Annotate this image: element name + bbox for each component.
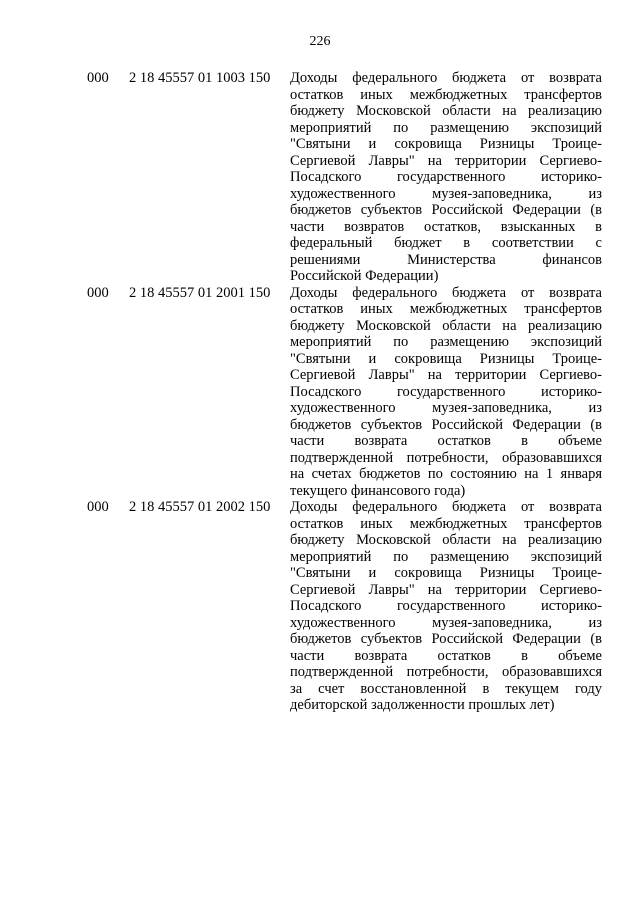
description-line: за счет восстановленной в текущем году	[290, 680, 602, 697]
description-line: бюджетов субъектов Российской Федерации (в	[290, 416, 602, 433]
description-line: текущего финансового года)	[290, 482, 466, 499]
description-line: Доходы федерального бюджета от возврата	[290, 284, 602, 301]
entry-description	[290, 499, 602, 714]
description-line: Посадского государственного историко-	[290, 598, 602, 614]
description-line: "Святыни и сокровища Ризницы Троице-	[290, 136, 602, 152]
description-line: Доходы федерального бюджета от возврата	[290, 499, 602, 515]
kbk-code: 2 18 45557 01 2002 150	[129, 499, 271, 515]
description-line: решениями Министерства финансов	[290, 251, 602, 268]
kbk-entry	[87, 70, 607, 285]
kbk-entries-list	[87, 70, 607, 714]
entry-description	[290, 285, 602, 500]
description-line: остатков иных межбюджетных трансфертов	[290, 301, 602, 317]
description-line: подтвержденной потребности, образовавшихся	[290, 664, 602, 680]
description-line: мероприятий по размещению экспозиций	[290, 548, 602, 565]
description-line: части возврата остатков в объеме	[290, 433, 602, 449]
description-line: Посадского государственного историко-	[290, 383, 602, 400]
description-line: художественного музея-заповедника, из	[290, 185, 602, 202]
kbk-entry	[87, 285, 607, 500]
entry-description	[290, 70, 602, 285]
description-line: части возвратов остатков, взысканных в	[290, 218, 602, 235]
admin-code: 000	[87, 70, 109, 86]
description-line: бюджетов субъектов Российской Федерации (в	[290, 202, 602, 218]
description-line: Доходы федерального бюджета от возврата	[290, 70, 602, 86]
description-line: Посадского государственного историко-	[290, 169, 602, 185]
description-line: Сергиевой Лавры" на территории Сергиево-	[290, 152, 602, 169]
description-line: остатков иных межбюджетных трансфертов	[290, 86, 602, 103]
description-line: подтвержденной потребности, образовавшихся	[290, 449, 602, 466]
description-line: "Святыни и сокровища Ризницы Троице-	[290, 565, 602, 581]
kbk-entry	[87, 499, 607, 714]
description-line: Российской Федерации)	[290, 268, 439, 284]
description-line: бюджету Московской области на реализацию	[290, 103, 602, 119]
page-number: 226	[309, 34, 331, 49]
description-line: бюджету Московской области на реализацию	[290, 532, 602, 548]
description-line: "Святыни и сокровища Ризницы Троице-	[290, 350, 602, 367]
description-line: художественного музея-заповедника, из	[290, 614, 602, 631]
description-line: художественного музея-заповедника, из	[290, 400, 602, 416]
description-line: части возврата остатков в объеме	[290, 647, 602, 664]
description-line: Сергиевой Лавры" на территории Сергиево-	[290, 367, 602, 383]
kbk-code: 2 18 45557 01 1003 150	[129, 70, 271, 86]
description-line: федеральный бюджет в соответствии с	[290, 235, 602, 251]
description-line: остатков иных межбюджетных трансфертов	[290, 515, 602, 532]
description-line: дебиторской задолженности прошлых лет)	[290, 697, 555, 713]
description-line: на счетах бюджетов по состоянию на 1 января	[290, 466, 602, 482]
description-line: мероприятий по размещению экспозиций	[290, 119, 602, 136]
description-line: бюджетов субъектов Российской Федерации (в	[290, 631, 602, 647]
admin-code: 000	[87, 284, 109, 301]
description-line: Сергиевой Лавры" на территории Сергиево-	[290, 581, 602, 598]
description-line: бюджету Московской области на реализацию	[290, 317, 602, 334]
admin-code: 000	[87, 499, 109, 515]
kbk-code: 2 18 45557 01 2001 150	[129, 284, 271, 301]
description-line: мероприятий по размещению экспозиций	[290, 334, 602, 350]
